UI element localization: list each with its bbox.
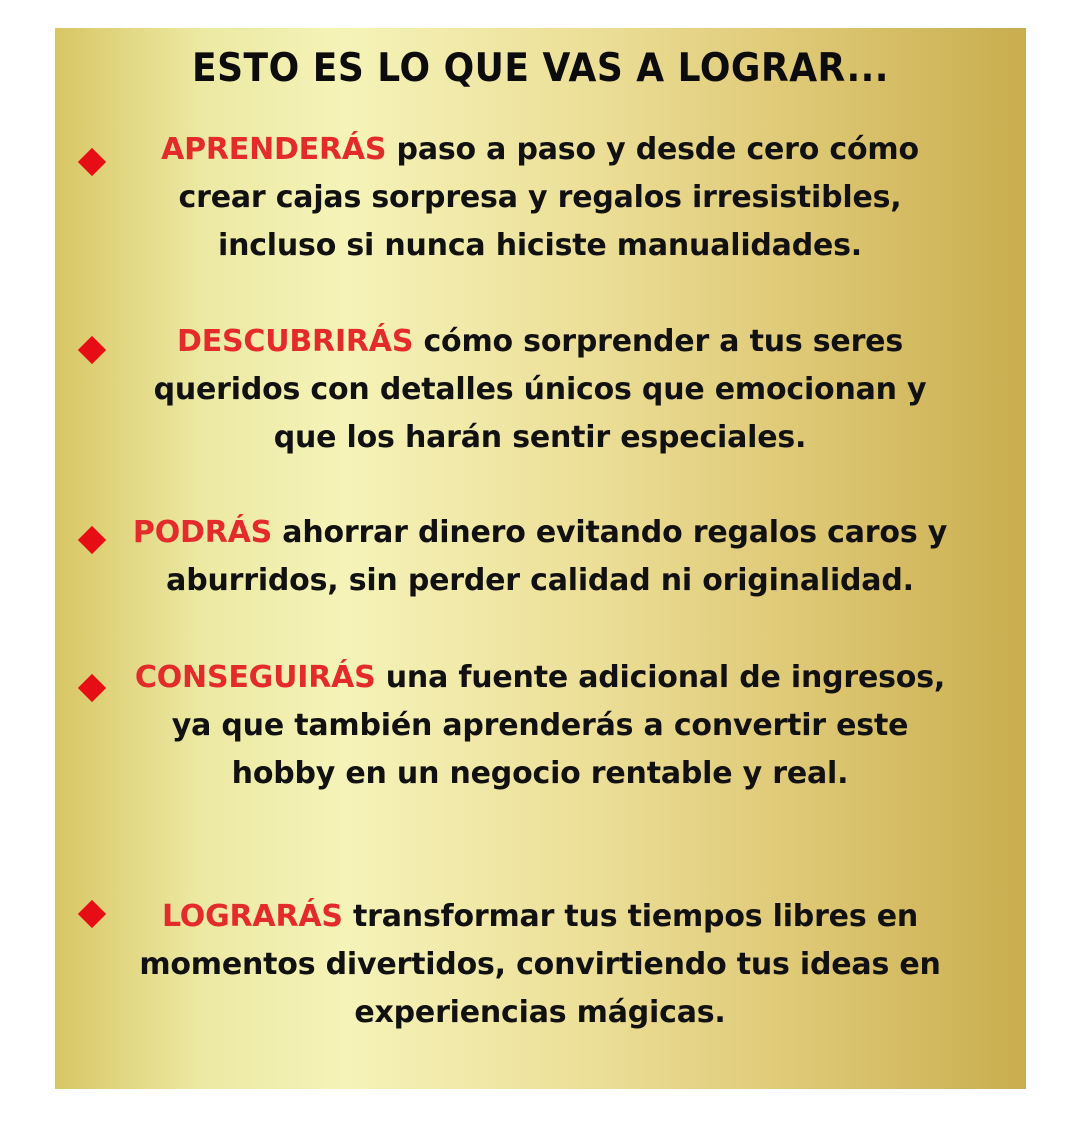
benefit-text: ahorrar dinero evitando regalos caros y aburridos, sin perder calidad ni originalidad. xyxy=(166,515,948,598)
benefit-keyword: DESCUBRIRÁS xyxy=(177,324,414,359)
benefit-text: paso a paso y desde cero cómo crear cajas sorpresa y regalos irresistibles, incluso si nunca hiciste manualidades. xyxy=(178,132,919,263)
diamond-bullet-icon xyxy=(78,526,106,554)
benefit-item-4 xyxy=(125,654,955,798)
panel-heading: ESTO ES LO QUE VAS A LOGRAR... xyxy=(192,46,889,91)
benefit-text: transformar tus tiempos libres en momentos divertidos, convirtiendo tus ideas en experiencias mágicas. xyxy=(139,899,941,1030)
benefit-item-2 xyxy=(125,318,955,462)
diamond-bullet-icon xyxy=(78,674,106,702)
benefit-item-3 xyxy=(125,509,955,605)
benefit-keyword: LOGRARÁS xyxy=(161,899,343,934)
benefits-panel xyxy=(55,28,1026,1089)
benefit-keyword: PODRÁS xyxy=(132,515,273,550)
diamond-bullet-icon xyxy=(78,336,106,364)
diamond-bullet-icon xyxy=(78,900,106,928)
benefit-item-1 xyxy=(125,126,955,270)
benefit-text: una fuente adicional de ingresos, ya que también aprenderás a convertir este hobby en un negocio rentable y real. xyxy=(171,660,946,791)
diamond-bullet-icon xyxy=(78,148,106,176)
benefit-keyword: CONSEGUIRÁS xyxy=(134,660,376,695)
benefit-keyword: APRENDERÁS xyxy=(161,132,387,167)
benefit-item-5 xyxy=(125,893,955,1037)
benefit-text: cómo sorprender a tus seres queridos con detalles únicos que emocionan y que los harán sentir especiales. xyxy=(153,324,927,455)
